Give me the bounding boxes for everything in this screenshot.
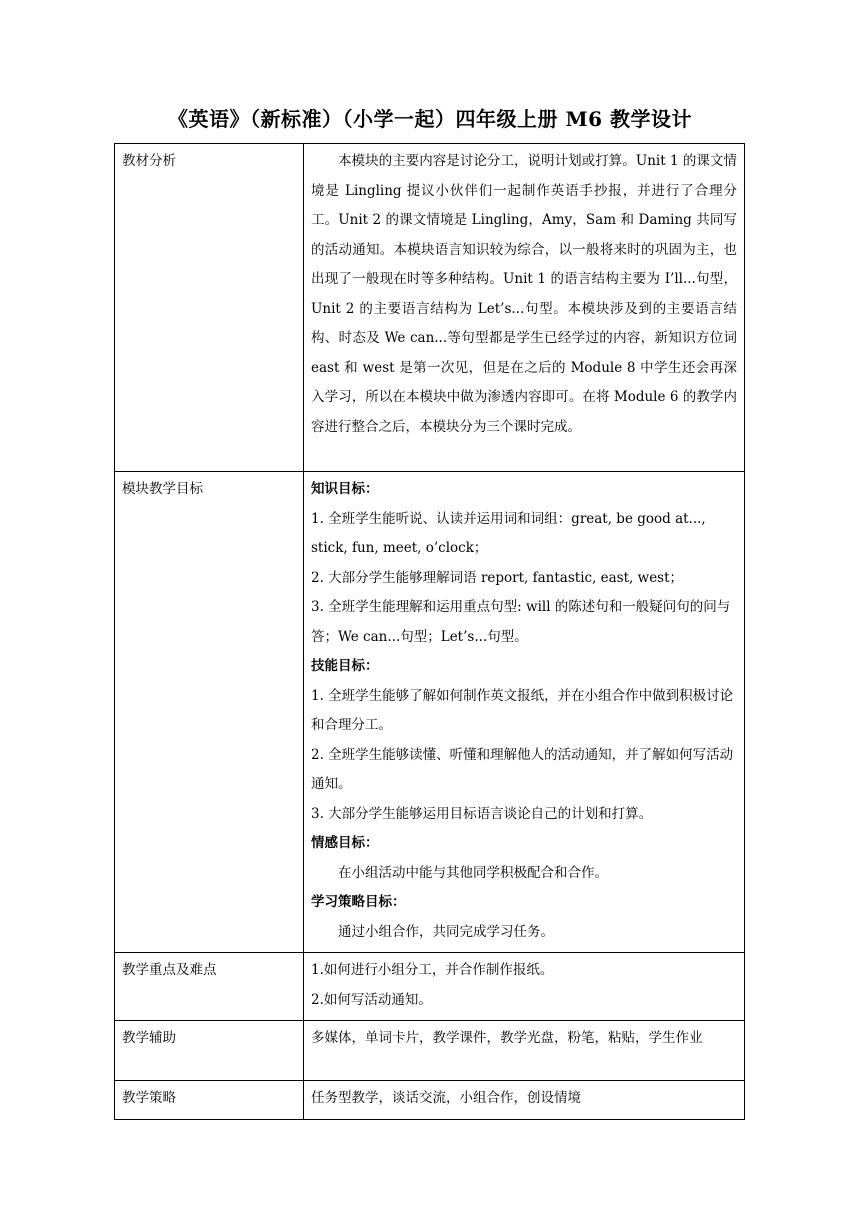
strategy-goal-text: 通过小组合作，共同完成学习任务。 (338, 923, 554, 940)
strategy-goals-heading: 学习策略目标： (311, 894, 406, 910)
table-row-goals (115, 472, 745, 953)
table-row-strategy (115, 1081, 745, 1120)
emotion-goals-heading: 情感目标： (311, 835, 379, 851)
row-label-strategy: 教学策略 (115, 1081, 304, 1120)
row-label-aids: 教学辅助 (115, 1021, 304, 1081)
knowledge-goal-item: 2. 大部分学生能够理解词语 report, fantastic, east, west； (311, 569, 684, 586)
knowledge-goals-heading: 知识目标： (311, 481, 379, 497)
table-row-analysis (115, 144, 745, 472)
row-label-keypoints: 教学重点及难点 (115, 953, 304, 1021)
row-content-goals (304, 472, 745, 953)
row-label-goals: 模块教学目标 (115, 472, 304, 953)
row-label-analysis: 教材分析 (115, 144, 304, 472)
table-row-aids (115, 1021, 745, 1081)
skill-goals-heading: 技能目标： (311, 658, 379, 674)
knowledge-goal-item: 3. 全班学生能理解和运用重点句型: will 的陈述句和一般疑问句的问与答；We can...句型；Let’s...句型。 (311, 599, 731, 645)
skill-goal-item: 2. 全班学生能够读懂、听懂和理解他人的活动通知，并了解如何写活动通知。 (311, 746, 734, 792)
aids-text: 多媒体，单词卡片，教学课件，教学光盘，粉笔，粘贴，学生作业 (311, 1030, 703, 1046)
knowledge-goal-item: 1. 全班学生能听说、认读并运用词和词组：great, be good at..., stick, fun, meet, o’clock； (311, 510, 706, 556)
strategy-text: 任务型教学，谈话交流，小组合作，创设情境 (311, 1090, 581, 1106)
row-content-aids (304, 1021, 745, 1081)
lesson-plan-table (114, 143, 745, 1120)
table-row-keypoints (115, 953, 745, 1021)
row-content-strategy (304, 1081, 745, 1120)
keypoint-item: 1.如何进行小组分工，并合作制作报纸。 (311, 962, 554, 978)
document-title: 《英语》（新标准）（小学一起）四年级上册 M6 教学设计 (168, 107, 692, 131)
analysis-paragraph: 本模块的主要内容是讨论分工，说明计划或打算。Unit 1 的课文情境是 Lingling 提议小伙伴们一起制作英语手抄报，并进行了合理分工。Unit 2 的课文情境是 Lingling，Amy，Sam 和 Daming 共同写的活动通知。本模块语言知识较为综合，以一般将来时的巩固为主，也出现了一般现在时等多种结构。Unit 1 的语言结构主要为 I’ll...句型，Unit 2 的主要语言结构为 Let’s...句型。本模块涉及到的主要语言结构、时态及 We can...等句型都是学生已经学过的内容，新知识方位词 east 和 west 是第一次见，但是在之后的 Module 8 中学生还会再深入学习，所以在本模块中做为渗透内容即可。在将 Module 6 的教学内容进行整合之后，本模块分为三个课时完成。 (311, 153, 737, 435)
keypoint-item: 2.如何写活动通知。 (311, 991, 432, 1008)
row-content-analysis (304, 144, 745, 472)
row-content-keypoints (304, 953, 745, 1021)
skill-goal-item: 1. 全班学生能够了解如何制作英文报纸，并在小组合作中做到积极讨论和合理分工。 (311, 687, 734, 733)
skill-goal-item: 3. 大部分学生能够运用目标语言谈论自己的计划和打算。 (311, 805, 653, 822)
emotion-goal-text: 在小组活动中能与其他同学积极配合和合作。 (338, 864, 608, 881)
